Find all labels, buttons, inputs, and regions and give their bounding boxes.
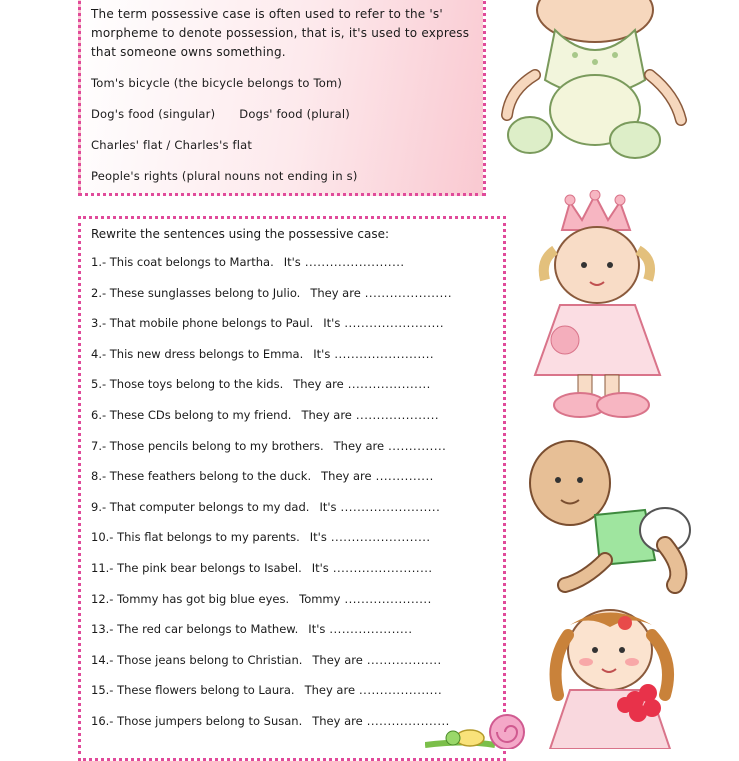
answer-blank[interactable]: ........................ xyxy=(340,499,441,514)
answer-blank[interactable]: ........................ xyxy=(344,316,445,331)
exercise-item xyxy=(91,316,493,347)
exercise-sentence: 7.- Those pencils belong to my brothers. xyxy=(91,438,324,453)
crawling-baby-illustration xyxy=(525,435,695,595)
example-1: Tom's bicycle (the bicycle belongs to Tom) xyxy=(91,76,343,90)
baby-sitting-illustration xyxy=(495,0,695,170)
answer-start: It's xyxy=(309,530,327,545)
snail-illustration xyxy=(425,710,535,749)
answer-start: It's xyxy=(308,622,326,637)
exercise-box xyxy=(78,216,506,761)
exercise-item xyxy=(91,377,493,408)
exercise-sentence: 1.- This coat belongs to Martha. xyxy=(91,255,274,269)
answer-blank[interactable]: .................. xyxy=(366,652,442,667)
answer-start: It's xyxy=(323,316,341,331)
answer-blank[interactable]: .................... xyxy=(355,407,440,422)
answer-start: They are xyxy=(293,377,344,392)
exercise-item xyxy=(91,347,493,378)
answer-start: They are xyxy=(312,713,363,728)
exercise-sentence: 8.- These feathers belong to the duck. xyxy=(91,469,312,484)
exercise-item xyxy=(91,530,493,561)
exercise-instruction: Rewrite the sentences using the possessive case: xyxy=(91,227,390,241)
example-3: Charles' flat / Charles's flat xyxy=(91,138,253,152)
answer-blank[interactable]: ..................... xyxy=(364,285,453,300)
answer-start: They are xyxy=(310,285,361,300)
answer-start: Tommy xyxy=(299,591,341,606)
example-4: People's rights (plural nouns not ending in s) xyxy=(91,169,358,183)
answer-start: They are xyxy=(301,407,352,422)
girl-with-flowers-illustration xyxy=(540,605,700,749)
answer-blank[interactable]: .................... xyxy=(366,713,450,728)
answer-blank[interactable]: .................... xyxy=(347,377,431,392)
answer-blank[interactable]: ........................ xyxy=(304,255,405,269)
example-2 xyxy=(91,105,473,124)
exercise-item xyxy=(91,469,493,500)
answer-start: It's xyxy=(283,255,301,269)
intro-box xyxy=(78,0,486,196)
exercise-sentence: 13.- The red car belongs to Mathew. xyxy=(91,622,299,637)
exercise-item xyxy=(91,408,493,439)
exercise-item xyxy=(91,500,493,531)
answer-blank[interactable]: ........................ xyxy=(332,560,433,575)
answer-blank[interactable]: .................... xyxy=(329,622,413,637)
answer-blank[interactable]: .............. xyxy=(388,438,447,453)
exercise-sentence: 2.- These sunglasses belong to Julio. xyxy=(91,285,301,300)
answer-start: It's xyxy=(319,499,337,514)
exercise-item xyxy=(91,622,493,653)
answer-start: It's xyxy=(313,346,331,361)
exercise-sentence: 4.- This new dress belongs to Emma. xyxy=(91,346,304,361)
exercise-item xyxy=(91,653,493,684)
answer-blank[interactable]: .................... xyxy=(359,683,443,698)
example-2-plural: Dogs' food (plural) xyxy=(239,107,350,121)
exercise-list xyxy=(91,255,493,745)
answer-start: It's xyxy=(311,560,329,575)
definition-text: The term possessive case is often used to refer to the 's' morpheme to denote possession, that is, it's used to express that someone owns something. xyxy=(91,7,470,59)
girl-with-crown-illustration xyxy=(520,190,680,425)
exercise-sentence: 14.- Those jeans belong to Christian. xyxy=(91,652,303,667)
exercise-item xyxy=(91,561,493,592)
exercise-sentence: 10.- This flat belongs to my parents. xyxy=(91,530,300,545)
exercise-item xyxy=(91,592,493,623)
exercise-sentence: 5.- Those toys belong to the kids. xyxy=(91,377,284,392)
exercise-sentence: 9.- That computer belongs to my dad. xyxy=(91,499,310,514)
exercise-sentence: 6.- These CDs belong to my friend. xyxy=(91,407,292,422)
answer-start: They are xyxy=(333,438,385,453)
answer-blank[interactable]: ........................ xyxy=(334,346,435,361)
answer-start: They are xyxy=(304,683,356,698)
exercise-sentence: 16.- Those jumpers belong to Susan. xyxy=(91,713,303,728)
answer-blank[interactable]: ..................... xyxy=(344,591,432,606)
exercise-item xyxy=(91,286,493,317)
exercise-sentence: 3.- That mobile phone belongs to Paul. xyxy=(91,316,314,331)
exercise-sentence: 11.- The pink bear belongs to Isabel. xyxy=(91,560,302,575)
answer-blank[interactable]: ........................ xyxy=(330,530,431,545)
answer-blank[interactable]: .............. xyxy=(375,469,434,484)
exercise-sentence: 15.- These flowers belong to Laura. xyxy=(91,683,295,698)
exercise-item xyxy=(91,255,493,286)
example-2-singular: Dog's food (singular) xyxy=(91,107,216,121)
answer-start: They are xyxy=(321,469,372,484)
exercise-item xyxy=(91,439,493,470)
answer-start: They are xyxy=(312,652,363,667)
exercise-sentence: 12.- Tommy has got big blue eyes. xyxy=(91,591,290,606)
